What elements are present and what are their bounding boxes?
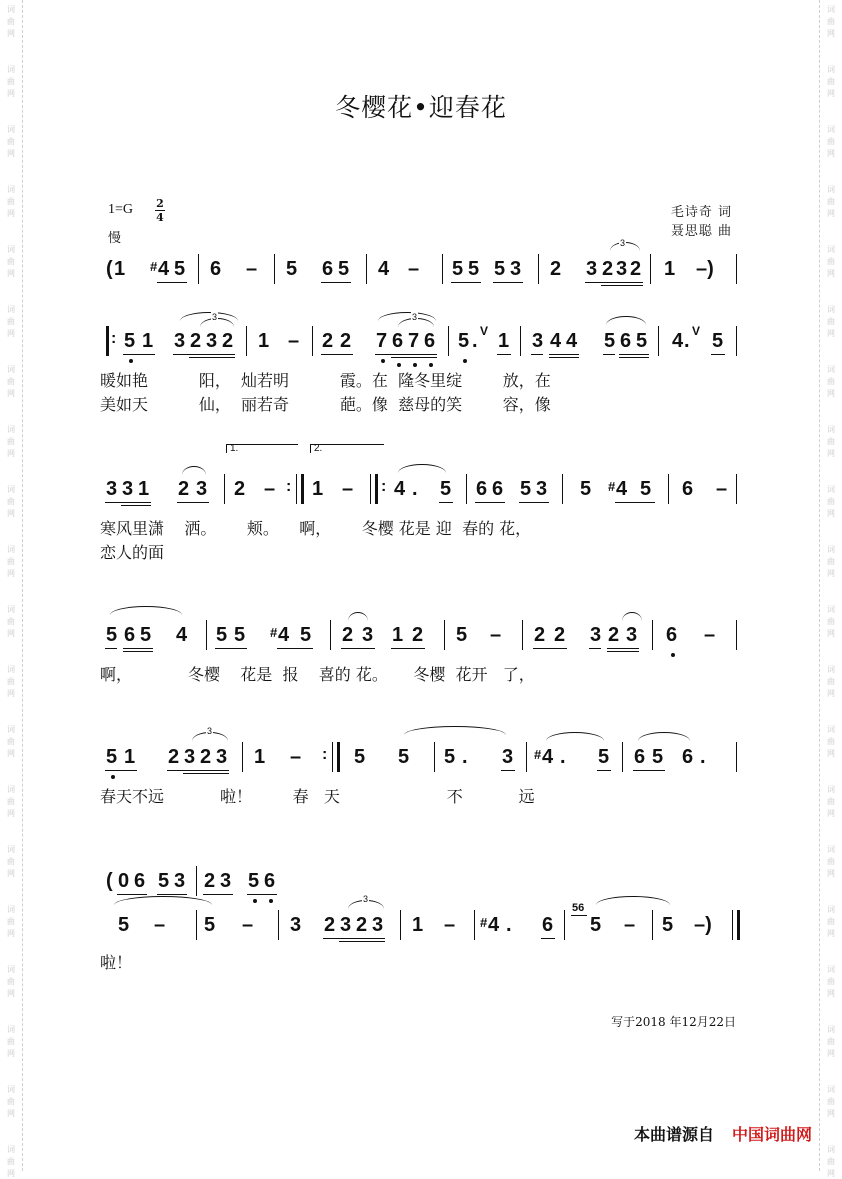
watermark-glyph: 网 xyxy=(7,569,15,578)
watermark-glyph: 词 xyxy=(827,1145,835,1154)
watermark-glyph: 网 xyxy=(827,1049,835,1058)
watermark-glyph: 词 xyxy=(827,785,835,794)
watermark-glyph: 曲 xyxy=(7,497,15,506)
watermark-glyph: 曲 xyxy=(7,977,15,986)
score-row-5: 5 1 2 3 2 3 3 1 – : 5 5 5 . 3 # 4 . 5 6 5 6 . xyxy=(100,742,740,774)
watermark-glyph: 曲 xyxy=(827,197,835,206)
watermark-glyph: 网 xyxy=(827,149,835,158)
watermark-glyph: 网 xyxy=(7,1049,15,1058)
watermark-glyph: 网 xyxy=(7,869,15,878)
watermark-glyph: 网 xyxy=(827,629,835,638)
watermark-glyph: 词 xyxy=(827,365,835,374)
watermark-glyph: 词 xyxy=(7,905,15,914)
watermark-glyph: 网 xyxy=(7,329,15,338)
watermark-glyph: 词 xyxy=(827,305,835,314)
watermark-glyph: 网 xyxy=(7,629,15,638)
source-credit xyxy=(634,1122,812,1145)
watermark-glyph: 网 xyxy=(827,749,835,758)
watermark-glyph: 曲 xyxy=(827,137,835,146)
watermark-glyph: 词 xyxy=(7,545,15,554)
watermark-glyph: 曲 xyxy=(7,797,15,806)
watermark-glyph: 曲 xyxy=(7,1037,15,1046)
watermark-glyph: 词 xyxy=(7,1025,15,1034)
watermark-glyph: 词 xyxy=(827,425,835,434)
composer-credit: 聂思聪 曲 xyxy=(670,224,732,239)
watermark-glyph: 网 xyxy=(827,509,835,518)
score-row-1: ( 1 # 4 5 6 – 5 6 5 4 – 5 5 5 3 2 3 2 3 2 3 1 –) xyxy=(100,254,740,286)
watermark-glyph: 网 xyxy=(827,389,835,398)
watermark-glyph: 词 xyxy=(7,305,15,314)
watermark-glyph: 网 xyxy=(827,449,835,458)
score-row-2: : 5 1 3 2 3 2 3 1 – 2 2 7 6 7 6 3 5 . V 1 3 4 4 5 6 5 4 . V 5 xyxy=(100,326,740,358)
watermark-glyph: 网 xyxy=(7,29,15,38)
watermark-glyph: 网 xyxy=(827,1109,835,1118)
volta-second: 2. xyxy=(310,444,384,453)
watermark-glyph: 网 xyxy=(827,869,835,878)
watermark-glyph: 曲 xyxy=(827,317,835,326)
watermark-glyph: 曲 xyxy=(827,437,835,446)
watermark-glyph: 网 xyxy=(7,269,15,278)
watermark-glyph: 词 xyxy=(7,725,15,734)
lyricist-credit: 毛诗奇 词 xyxy=(670,205,732,220)
watermark-glyph: 网 xyxy=(827,209,835,218)
watermark-glyph: 曲 xyxy=(7,677,15,686)
source-label: 本曲谱源自 xyxy=(633,1125,714,1144)
watermark-glyph: 词 xyxy=(7,185,15,194)
watermark-glyph: 词 xyxy=(7,605,15,614)
watermark-glyph: 词 xyxy=(7,1085,15,1094)
watermark-glyph: 曲 xyxy=(827,77,835,86)
source-site-link[interactable]: 中国词曲网 xyxy=(731,1125,812,1144)
watermark-glyph: 词 xyxy=(827,125,835,134)
watermark-glyph: 网 xyxy=(827,29,835,38)
volta-first: 1. xyxy=(226,444,298,453)
watermark-glyph: 词 xyxy=(827,545,835,554)
watermark-glyph: 曲 xyxy=(7,1157,15,1166)
score-row-4: 5 6 5 4 5 5 # 4 5 2 3 1 2 5 – 2 2 3 2 3 6 – xyxy=(100,620,740,652)
watermark-glyph: 曲 xyxy=(7,857,15,866)
watermark-glyph: 曲 xyxy=(7,197,15,206)
watermark-glyph: 曲 xyxy=(827,797,835,806)
watermark-glyph: 网 xyxy=(7,509,15,518)
watermark-glyph: 曲 xyxy=(7,77,15,86)
watermark-glyph: 网 xyxy=(827,89,835,98)
watermark-glyph: 曲 xyxy=(7,437,15,446)
watermark-glyph: 网 xyxy=(827,929,835,938)
watermark-glyph: 网 xyxy=(827,269,835,278)
watermark-glyph: 词 xyxy=(7,665,15,674)
watermark-glyph: 网 xyxy=(7,389,15,398)
watermark-glyph: 网 xyxy=(7,809,15,818)
watermark-glyph: 曲 xyxy=(7,317,15,326)
watermark-glyph: 词 xyxy=(7,485,15,494)
watermark-glyph: 词 xyxy=(827,905,835,914)
watermark-glyph: 网 xyxy=(827,809,835,818)
watermark-glyph: 曲 xyxy=(7,737,15,746)
watermark-glyph: 曲 xyxy=(827,377,835,386)
watermark-glyph: 网 xyxy=(7,689,15,698)
watermark-glyph: 网 xyxy=(7,929,15,938)
watermark-glyph: 词 xyxy=(827,245,835,254)
watermark-glyph: 词 xyxy=(827,605,835,614)
watermark-glyph: 词 xyxy=(827,65,835,74)
watermark-glyph: 曲 xyxy=(827,1157,835,1166)
watermark-glyph: 曲 xyxy=(827,1037,835,1046)
watermark-glyph: 网 xyxy=(7,989,15,998)
watermark-glyph: 曲 xyxy=(7,1097,15,1106)
watermark-glyph: 词 xyxy=(827,845,835,854)
watermark-glyph: 词 xyxy=(7,425,15,434)
composition-date: 写于2018 年12月22日 xyxy=(611,1015,736,1029)
watermark-glyph: 曲 xyxy=(827,1097,835,1106)
watermark-glyph: 网 xyxy=(7,149,15,158)
watermark-glyph: 曲 xyxy=(827,257,835,266)
watermark-glyph: 网 xyxy=(7,749,15,758)
watermark-glyph: 曲 xyxy=(7,137,15,146)
watermark-glyph: 曲 xyxy=(7,17,15,26)
score-row-6-lower: 5 – 5 – 3 2 3 2 3 3 1 – # 4 . 6 56 5 – 5 –) xyxy=(100,910,740,942)
watermark-glyph: 曲 xyxy=(827,917,835,926)
watermark-glyph: 词 xyxy=(827,485,835,494)
watermark-glyph: 词 xyxy=(827,185,835,194)
watermark-glyph: 网 xyxy=(7,209,15,218)
watermark-glyph: 曲 xyxy=(827,557,835,566)
watermark-glyph: 词 xyxy=(827,1085,835,1094)
watermark-glyph: 网 xyxy=(7,1169,15,1178)
lyrics-row-3a: 寒风里潇 洒。 颊。 啊， 冬樱 花是 迎 春的 花， xyxy=(100,519,532,538)
lyrics-row-3b: 恋人的面 xyxy=(100,543,165,562)
watermark-glyph: 曲 xyxy=(7,557,15,566)
watermark-glyph: 词 xyxy=(7,65,15,74)
watermark-glyph: 词 xyxy=(827,725,835,734)
lyrics-row-6: 啦！ xyxy=(100,953,133,972)
song-title: 冬樱花•迎春花 xyxy=(335,93,507,122)
lyrics-row-2a: 暖如艳 阳， 灿若明 霞。在 隆冬里绽 放，在 xyxy=(100,371,551,390)
watermark-glyph: 曲 xyxy=(827,677,835,686)
watermark-glyph: 网 xyxy=(827,989,835,998)
watermark-glyph: 词 xyxy=(7,785,15,794)
score-row-6-upper: ( 0 6 5 3 2 3 5 6 xyxy=(100,866,740,898)
grace-note: 56 xyxy=(572,902,585,914)
watermark-glyph: 曲 xyxy=(7,257,15,266)
watermark-glyph: 曲 xyxy=(827,737,835,746)
watermark-glyph: 网 xyxy=(7,449,15,458)
watermark-glyph: 词 xyxy=(827,1025,835,1034)
watermark-glyph: 网 xyxy=(7,1109,15,1118)
watermark-glyph: 曲 xyxy=(827,617,835,626)
watermark-glyph: 网 xyxy=(827,689,835,698)
watermark-glyph: 词 xyxy=(7,1145,15,1154)
score-row-3: 3 3 1 2 3 2 – : 1 – : 4 . 5 6 6 5 3 5 # 4 5 6 – xyxy=(100,474,740,506)
watermark-glyph: 词 xyxy=(7,965,15,974)
key-signature: 1=G xyxy=(108,202,134,217)
watermark-glyph: 曲 xyxy=(7,617,15,626)
watermark-glyph: 词 xyxy=(7,125,15,134)
time-signature: 2 4 xyxy=(156,197,164,224)
watermark-glyph: 网 xyxy=(827,329,835,338)
watermark-glyph: 词 xyxy=(7,845,15,854)
lyrics-row-4: 啊， 冬樱 花是 报 喜的 花。 冬樱 花开 了， xyxy=(100,665,535,684)
watermark-glyph: 网 xyxy=(827,1169,835,1178)
watermark-glyph: 词 xyxy=(7,245,15,254)
watermark-glyph: 词 xyxy=(7,365,15,374)
watermark-glyph: 曲 xyxy=(7,917,15,926)
watermark-glyph: 曲 xyxy=(827,857,835,866)
watermark-glyph: 曲 xyxy=(827,17,835,26)
tempo-marking: 慢 xyxy=(108,231,122,246)
watermark-glyph: 词 xyxy=(827,5,835,14)
lyrics-row-5: 春天不远 啦！ 春 天 不 远 xyxy=(100,787,535,806)
watermark-glyph: 网 xyxy=(827,569,835,578)
watermark-glyph: 网 xyxy=(7,89,15,98)
lyrics-row-2b: 美如天 仙， 丽若奇 葩。像 慈母的笑 容，像 xyxy=(100,395,551,414)
watermark-glyph: 词 xyxy=(827,965,835,974)
watermark-glyph: 词 xyxy=(827,665,835,674)
watermark-glyph: 曲 xyxy=(827,497,835,506)
watermark-glyph: 词 xyxy=(7,5,15,14)
watermark-glyph: 曲 xyxy=(7,377,15,386)
watermark-glyph: 曲 xyxy=(827,977,835,986)
